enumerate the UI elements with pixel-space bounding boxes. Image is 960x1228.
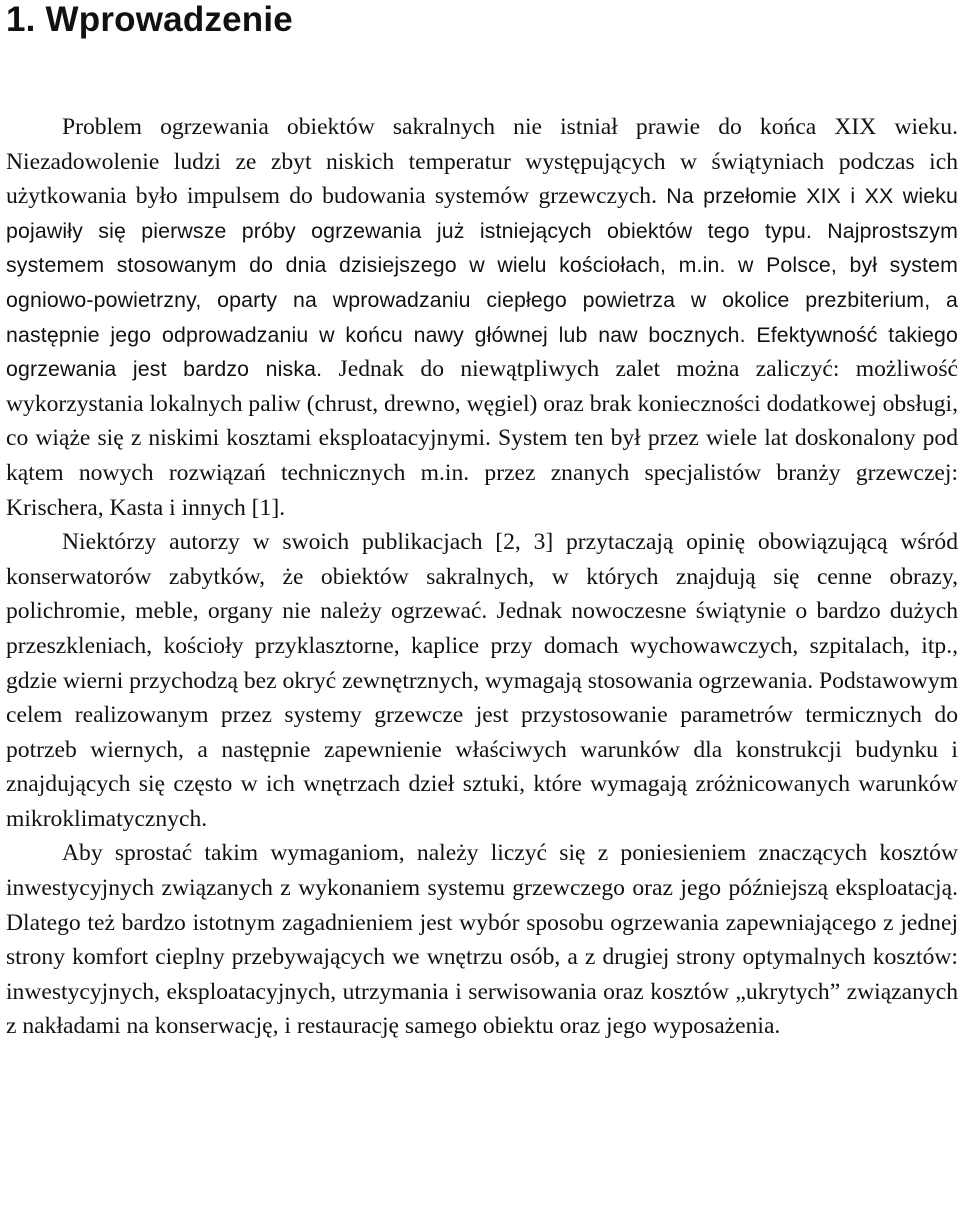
paragraph-3 bbox=[6, 836, 958, 1044]
document-page bbox=[6, 0, 958, 1044]
section-title: Wprowadzenie bbox=[45, 0, 293, 39]
section-body bbox=[6, 110, 958, 1044]
paragraph-2 bbox=[6, 525, 958, 836]
section-heading bbox=[6, 0, 958, 40]
paragraph-1-run-2: Na przełomie XIX i XX wieku pojawiły się pierwsze próby ogrzewania już istniejących obiektów tego typu. Najprostszym systemem stosowanym do dnia dzisiejszego w wielu kościołach, m.in. w Polsce, był system ogniowo-powietrzny, oparty na wprowadzaniu ciepłego powietrza w okolice prezbiterium, a następnie jego odprowadzaniu w końcu nawy głównej lub naw bocznych. Efektywność takiego ogrzewania jest bardzo niska. bbox=[6, 184, 958, 382]
paragraph-2-run-1: Niektórzy autorzy w swoich publikacjach [2, 3] przytaczają opinię obowiązującą wśród konserwatorów zabytków, że obiektów sakralnych, w których znajdują się cenne obrazy, polichromie, meble, organy nie należy ogrzewać. Jednak nowoczesne świątynie o bardzo dużych przeszkleniach, kościoły przyklasztorne, kaplice przy domach wychowawczych, szpitalach, itp., gdzie wierni przychodzą bez okryć zewnętrznych, wymagają stosowania ogrzewania. Podstawowym celem realizowanym przez systemy grzewcze jest przystosowanie parametrów termicznych do potrzeb wiernych, a następnie zapewnienie właściwych warunków dla konstrukcji budynku i znajdujących się często w ich wnętrzach dzieł sztuki, które wymagają zróżnicowanych warunków mikroklimatycznych. bbox=[6, 529, 958, 832]
paragraph-1-run-3: Jednak do niewątpliwych zalet można zaliczyć: możliwość wykorzystania lokalnych paliw (chrust, drewno, węgiel) oraz brak konieczności dodatkowej obsługi, co wiąże się z niskimi kosztami eksploatacyjnymi. System ten był przez wiele lat doskonalony pod kątem nowych rozwiązań technicznych m.in. przez znanych specjalistów branży grzewczej: Krischera, Kasta i innych [1]. bbox=[6, 356, 958, 521]
section-number: 1. bbox=[6, 0, 36, 39]
paragraph-3-run-1: Aby sprostać takim wymaganiom, należy liczyć się z poniesieniem znaczących kosztów inwestycyjnych związanych z wykonaniem systemu grzewczego oraz jego późniejszą eksploatacją. Dlatego też bardzo istotnym zagadnieniem jest wybór sposobu ogrzewania zapewniającego z jednej strony komfort cieplny przebywających we wnętrzu osób, a z drugiej strony optymalnych kosztów: inwestycyjnych, eksploatacyjnych, utrzymania i serwisowania oraz kosztów „ukrytych” związanych z nakładami na konserwację, i restaurację samego obiektu oraz jego wyposażenia. bbox=[6, 840, 958, 1040]
paragraph-1 bbox=[6, 110, 958, 525]
paragraph-1-run-1: Problem ogrzewania obiektów sakralnych nie istniał prawie do końca XIX wieku. Niezadowolenie ludzi ze zbyt niskich temperatur występujących w świątyniach podczas ich użytkowania było impulsem do budowania systemów grzewczych. bbox=[6, 114, 958, 210]
